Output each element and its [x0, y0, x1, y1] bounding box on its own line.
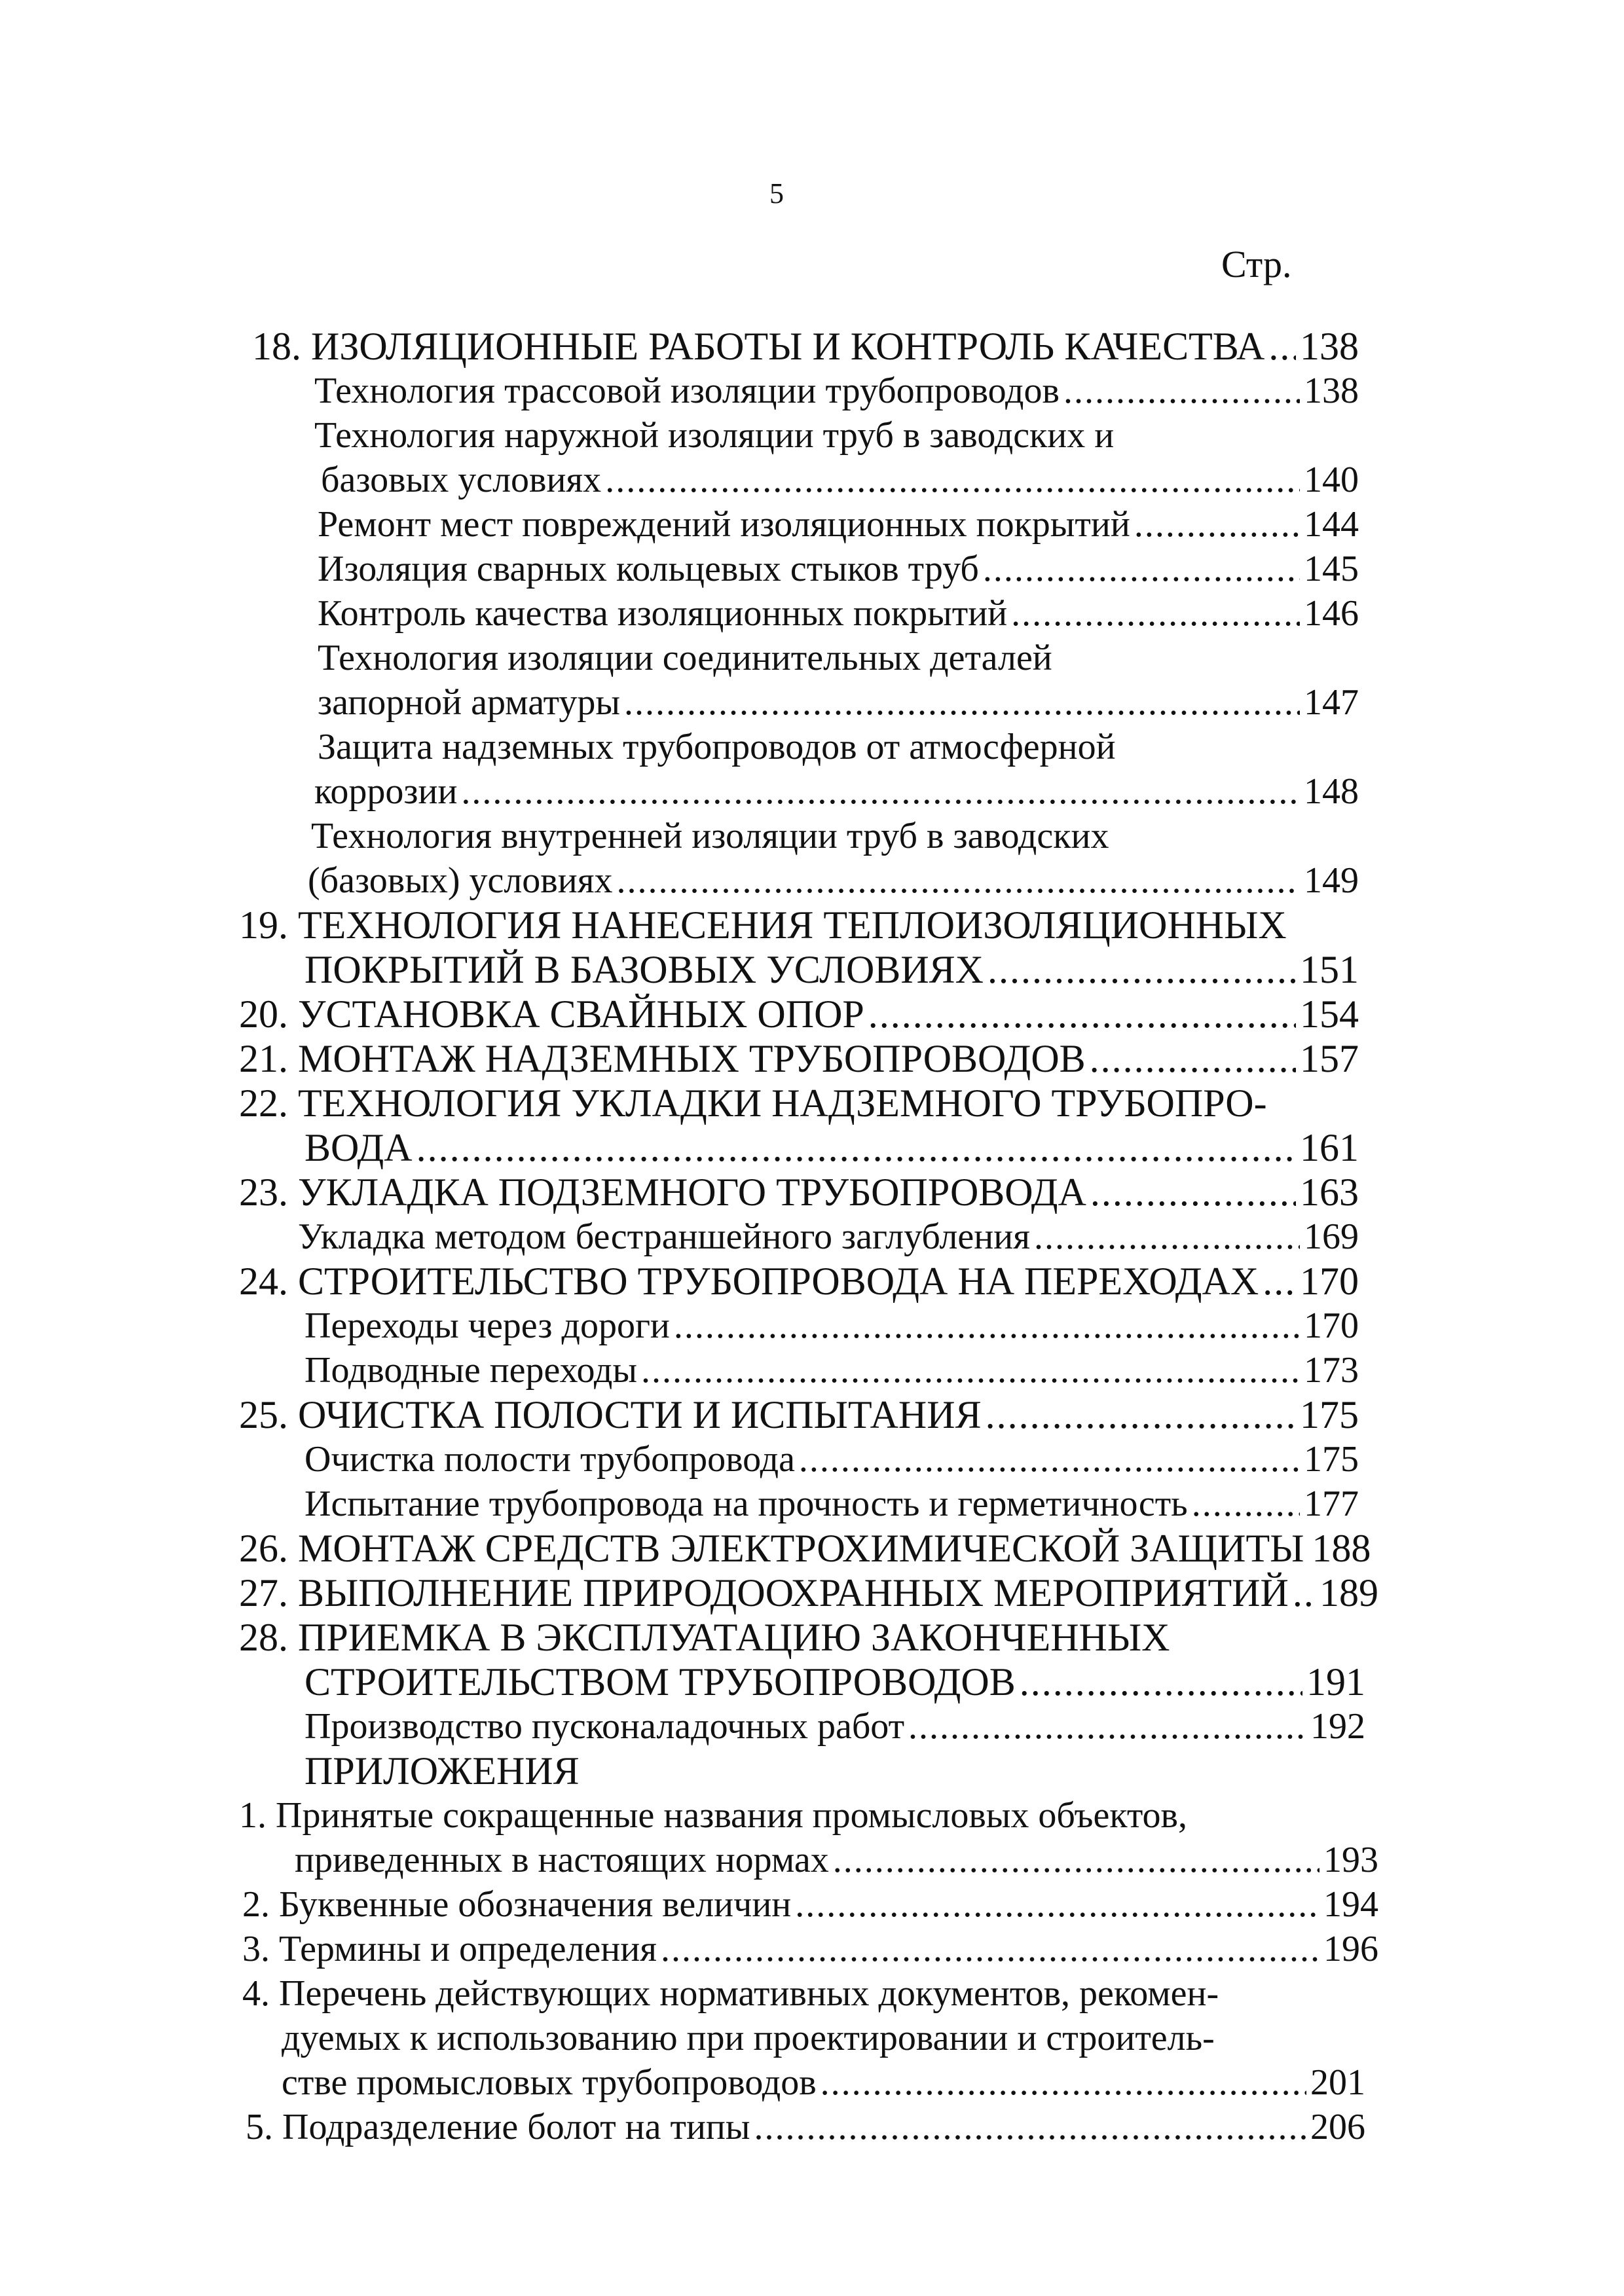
- toc-entry-title: Технология внутренней изоляции труб в заводских: [311, 816, 1109, 856]
- toc-entry: [239, 1571, 1378, 1615]
- toc-entry: [304, 1704, 1365, 1749]
- toc-entry: [321, 458, 1359, 502]
- toc-entry-title: 28. ПРИЕМКА В ЭКСПЛУАТАЦИЮ ЗАКОНЧЕННЫХ: [239, 1616, 1170, 1659]
- toc-entry-title: ПОКРЫТИЙ В БАЗОВЫХ УСЛОВИЯХ: [304, 948, 984, 991]
- toc-entry-title: СТРОИТЕЛЬСТВОМ ТРУБОПРОВОДОВ: [304, 1660, 1016, 1704]
- toc-leader-dots: [986, 1393, 1296, 1437]
- toc-entry-page: 170: [1304, 1305, 1359, 1346]
- toc-entry: [304, 947, 1359, 992]
- toc-entry-title: Испытание трубопровода на прочность и герметичность: [304, 1484, 1188, 1524]
- toc-entry: [304, 1749, 580, 1793]
- toc-entry-page: 154: [1300, 993, 1359, 1036]
- toc-entry-page: 145: [1304, 549, 1359, 589]
- toc-entry-title: 1. Принятые сокращенные названия промысловых объектов,: [239, 1795, 1187, 1836]
- toc-entry-page: 191: [1306, 1660, 1365, 1704]
- toc-entry-page: 147: [1304, 682, 1359, 723]
- toc-leader-dots: [795, 1882, 1320, 1927]
- page-number: 5: [769, 177, 784, 210]
- toc-entry-page: 206: [1310, 2107, 1365, 2147]
- toc-leader-dots: [616, 858, 1300, 903]
- toc-leader-dots: [661, 1927, 1320, 1971]
- toc-entry-title: запорной арматуры: [318, 682, 620, 723]
- toc-entry: [318, 547, 1359, 591]
- toc-entry-page: 151: [1300, 948, 1359, 991]
- toc-entry: [304, 1125, 1359, 1170]
- toc-entry: [298, 1214, 1359, 1259]
- toc-entry: [314, 769, 1359, 814]
- toc-entry: [242, 1971, 1219, 2016]
- toc-entry: [304, 1348, 1359, 1393]
- toc-leader-dots: [416, 1125, 1296, 1170]
- toc-leader-dots: [1192, 1482, 1300, 1526]
- toc-entry-title: 21. МОНТАЖ НАДЗЕМНЫХ ТРУБОПРОВОДОВ: [239, 1037, 1086, 1080]
- toc-entry-title: Ремонт мест повреждений изоляционных покрытий: [318, 504, 1130, 545]
- toc-entry-page: 144: [1304, 504, 1359, 545]
- toc-entry: [239, 1615, 1170, 1660]
- toc-leader-dots: [605, 458, 1300, 502]
- toc-entry: [304, 1437, 1359, 1482]
- toc-entry-page: 148: [1304, 771, 1359, 812]
- toc-entry-page: 138: [1304, 371, 1359, 411]
- toc-entry-title: Технология трассовой изоляции трубопроводов: [314, 371, 1060, 411]
- toc-entry: [246, 2105, 1365, 2149]
- toc-entry: [318, 725, 1116, 769]
- toc-entry: [282, 2016, 1215, 2060]
- toc-entry: [311, 814, 1109, 858]
- toc-entry: [242, 1882, 1378, 1927]
- toc-entry-page: 175: [1304, 1439, 1359, 1480]
- toc-leader-dots: [641, 1348, 1300, 1393]
- toc-leader-dots: [868, 992, 1296, 1036]
- toc-leader-dots: [1293, 1571, 1316, 1615]
- toc-entry-title: Контроль качества изоляционных покрытий: [318, 593, 1008, 634]
- toc-leader-dots: [821, 2060, 1306, 2105]
- toc-entry: [239, 1036, 1359, 1081]
- toc-entry: [304, 1660, 1365, 1704]
- toc-entry-page: 163: [1300, 1171, 1359, 1214]
- toc-entry: [239, 1081, 1267, 1125]
- toc-entry: [282, 2060, 1365, 2105]
- toc-entry-title: Переходы через дороги: [304, 1305, 670, 1346]
- page-column-label: Стр.: [1221, 243, 1292, 285]
- toc-entry-title: 19. ТЕХНОЛОГИЯ НАНЕСЕНИЯ ТЕПЛОИЗОЛЯЦИОННЫХ: [239, 903, 1287, 947]
- toc-entry-page: 201: [1310, 2062, 1365, 2103]
- toc-entry: [239, 992, 1359, 1036]
- toc-leader-dots: [1020, 1660, 1302, 1704]
- toc-entry-title: 27. ВЫПОЛНЕНИЕ ПРИРОДООХРАННЫХ МЕРОПРИЯТИЙ: [239, 1571, 1289, 1614]
- toc-entry-page: 177: [1304, 1484, 1359, 1524]
- toc-leader-dots: [1063, 369, 1300, 413]
- toc-entry: [239, 903, 1287, 947]
- toc-entry-title: Подводные переходы: [304, 1350, 638, 1391]
- toc-entry: [304, 1482, 1359, 1526]
- toc-entry: [318, 502, 1359, 547]
- toc-entry-title: стве промысловых трубопроводов: [282, 2062, 817, 2103]
- toc-entry-page: 157: [1300, 1037, 1359, 1080]
- toc-entry-page: 149: [1304, 860, 1359, 901]
- toc-leader-dots: [1263, 1259, 1296, 1303]
- toc-entry-page: 161: [1300, 1126, 1359, 1169]
- toc-entry: [304, 1303, 1359, 1348]
- toc-entry-page: 193: [1323, 1840, 1378, 1880]
- toc-entry-page: 175: [1300, 1393, 1359, 1436]
- toc-leader-dots: [624, 680, 1300, 725]
- toc-entry: [314, 413, 1114, 458]
- toc-entry: [314, 369, 1359, 413]
- toc-entry: [242, 1927, 1378, 1971]
- toc-leader-dots: [908, 1704, 1306, 1749]
- toc-entry-page: 169: [1304, 1216, 1359, 1257]
- toc-entry-title: (базовых) условиях: [308, 860, 613, 901]
- toc-entry-title: 3. Термины и определения: [242, 1929, 657, 1969]
- toc-entry: [308, 858, 1359, 903]
- toc-entry-page: 146: [1304, 593, 1359, 634]
- toc-entry-title: коррозии: [314, 771, 458, 812]
- toc-entry-title: 5. Подразделение болот на типы: [246, 2107, 750, 2147]
- toc-leader-dots: [674, 1303, 1300, 1348]
- toc-entry-title: Производство пусконаладочных работ: [304, 1706, 905, 1747]
- toc-entry-title: 2. Буквенные обозначения величин: [242, 1884, 792, 1925]
- toc-entry-title: 23. УКЛАДКА ПОДЗЕМНОГО ТРУБОПРОВОДА: [239, 1171, 1086, 1214]
- toc-entry-title: Изоляция сварных кольцевых стыков труб: [318, 549, 979, 589]
- table-of-contents: [0, 324, 1624, 2190]
- toc-entry-page: 138: [1300, 325, 1359, 368]
- toc-entry-title: 22. ТЕХНОЛОГИЯ УКЛАДКИ НАДЗЕМНОГО ТРУБОПРО-: [239, 1082, 1267, 1125]
- toc-entry-page: 188: [1312, 1527, 1371, 1570]
- toc-entry-title: 18. ИЗОЛЯЦИОННЫЕ РАБОТЫ И КОНТРОЛЬ КАЧЕСТВА: [252, 325, 1265, 368]
- toc-entry: [318, 636, 1052, 680]
- toc-entry-title: 4. Перечень действующих нормативных документов, рекомен-: [242, 1973, 1219, 2014]
- toc-entry: [239, 1259, 1359, 1303]
- toc-entry: [318, 591, 1359, 636]
- toc-leader-dots: [1011, 591, 1300, 636]
- toc-entry-page: 196: [1323, 1929, 1378, 1969]
- toc-leader-dots: [461, 769, 1300, 814]
- toc-leader-dots: [1090, 1036, 1296, 1081]
- toc-leader-dots: [754, 2105, 1306, 2149]
- toc-entry: [295, 1838, 1378, 1882]
- toc-leader-dots: [1268, 324, 1296, 369]
- toc-entry: [239, 1170, 1359, 1214]
- toc-entry-title: Защита надземных трубопроводов от атмосферной: [318, 727, 1116, 767]
- toc-entry-page: 189: [1320, 1571, 1378, 1614]
- toc-entry-title: 20. УСТАНОВКА СВАЙНЫХ ОПОР: [239, 993, 864, 1036]
- toc-entry: [252, 324, 1359, 369]
- toc-entry-title: Технология наружной изоляции труб в заводских и: [314, 415, 1115, 456]
- toc-entry-page: 140: [1304, 460, 1359, 500]
- toc-leader-dots: [799, 1437, 1300, 1482]
- toc-entry: [239, 1526, 1371, 1571]
- toc-entry-title: Укладка методом бестраншейного заглубления: [298, 1216, 1030, 1257]
- toc-entry-title: Очистка полости трубопровода: [304, 1439, 795, 1480]
- toc-entry-page: 173: [1304, 1350, 1359, 1391]
- toc-entry: [239, 1793, 1187, 1838]
- toc-entry-title: 24. СТРОИТЕЛЬСТВО ТРУБОПРОВОДА НА ПЕРЕХОДАХ: [239, 1260, 1259, 1303]
- toc-entry-page: 170: [1300, 1260, 1359, 1303]
- toc-entry-title: 26. МОНТАЖ СРЕДСТВ ЭЛЕКТРОХИМИЧЕСКОЙ ЗАЩИТЫ: [239, 1527, 1304, 1570]
- toc-entry-page: 192: [1310, 1706, 1365, 1747]
- toc-entry-title: базовых условиях: [321, 460, 602, 500]
- toc-leader-dots: [987, 947, 1296, 992]
- toc-leader-dots: [1034, 1214, 1300, 1259]
- toc-entry-page: 194: [1323, 1884, 1378, 1925]
- toc-entry: [318, 680, 1359, 725]
- toc-entry-title: 25. ОЧИСТКА ПОЛОСТИ И ИСПЫТАНИЯ: [239, 1393, 982, 1436]
- toc-entry: [239, 1393, 1359, 1437]
- toc-leader-dots: [1090, 1170, 1296, 1214]
- toc-entry-title: ВОДА: [304, 1126, 413, 1169]
- toc-entry-title: ПРИЛОЖЕНИЯ: [304, 1749, 580, 1793]
- toc-entry-title: приведенных в настоящих нормах: [295, 1840, 829, 1880]
- toc-leader-dots: [833, 1838, 1320, 1882]
- toc-leader-dots: [1134, 502, 1300, 547]
- toc-entry-title: дуемых к использованию при проектировании и строитель-: [282, 2018, 1215, 2058]
- toc-entry-title: Технология изоляции соединительных деталей: [318, 638, 1052, 678]
- toc-leader-dots: [983, 547, 1300, 591]
